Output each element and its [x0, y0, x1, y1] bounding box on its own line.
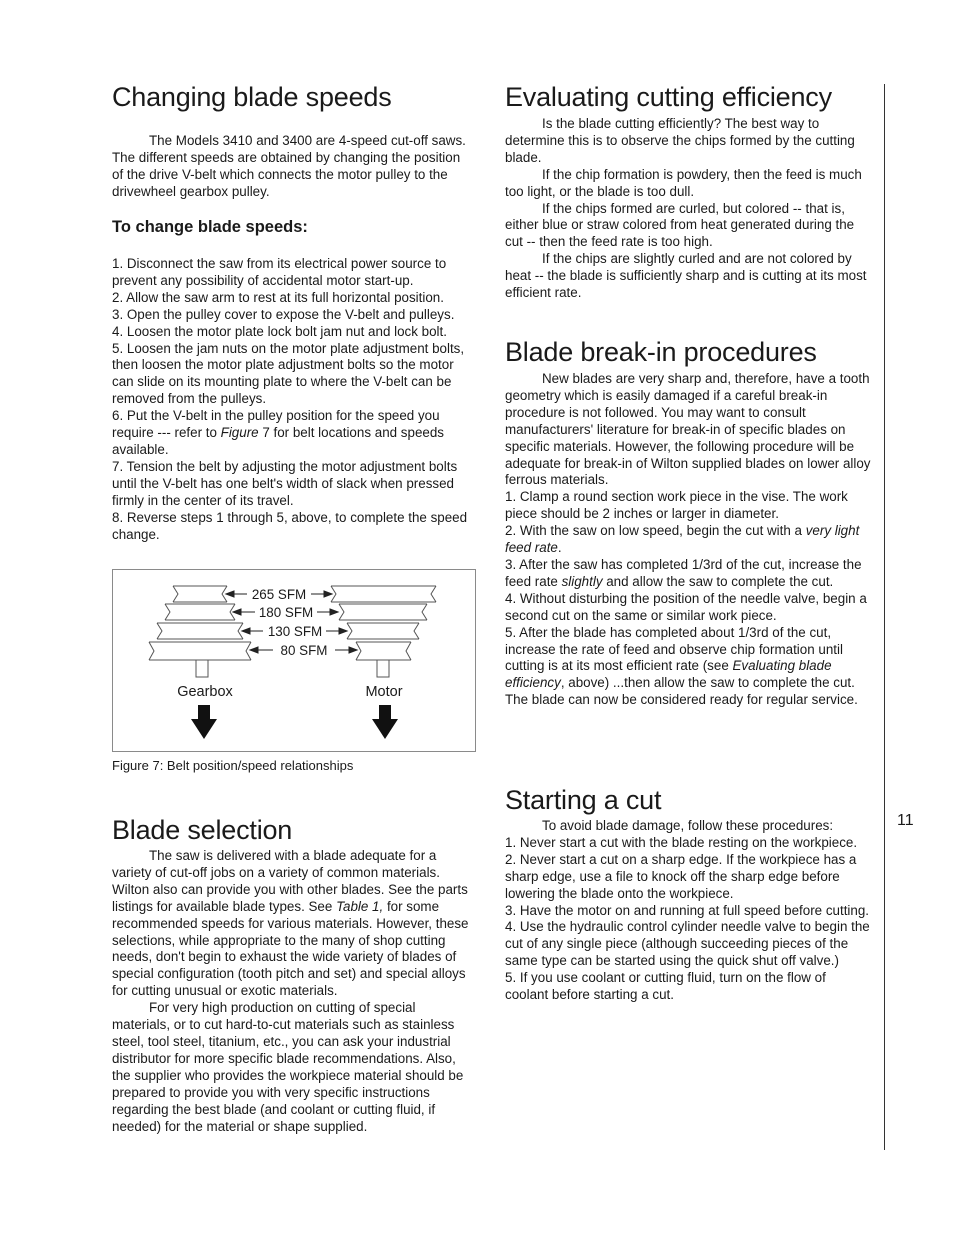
breakin-step: 1. Clamp a round section work piece in the vise. The work piece should be 2 inches or larger in diameter.	[505, 489, 848, 522]
speed-label: 130 SFM	[267, 624, 323, 639]
step6-rest: 7 for belt locations and speeds available.	[112, 425, 444, 457]
gearbox-pulley-step	[165, 604, 235, 620]
gearbox-shaft	[196, 660, 208, 677]
speed-label: 180 SFM	[258, 605, 314, 620]
breakin-step5-text: 5. After the blade has completed about 1/3rd of the cut, increase the rate of feed and observe chip formation until cutting is at its most efficient rate (see	[505, 624, 843, 674]
breakin-step5-end: , above) ...then allow the saw to complete the cut. The blade can now be considered ready for regular service.	[505, 675, 858, 708]
efficiency-paragraph: If the chips are slightly curled and are not colored by heat -- the blade is sufficiently sharp and is cutting at its most efficient rate.	[505, 251, 867, 301]
motor-pulley-step	[347, 623, 419, 639]
starting-step: 1. Never start a cut with the blade resting on the workpiece.	[505, 834, 858, 850]
arrow-left-icon	[242, 628, 250, 634]
section-title-changing-blade-speeds: Changing blade speeds	[112, 82, 392, 112]
step6-text: 6. Put the V-belt in the pulley position for the speed you require --- refer to	[112, 408, 440, 441]
selection-paragraph	[112, 848, 474, 1000]
table-reference: Table 1,	[336, 898, 384, 914]
arrow-right-icon	[349, 647, 357, 653]
gearbox-label: Gearbox	[177, 684, 233, 700]
subheading-to-change-blade-speeds: To change blade speeds:	[112, 218, 308, 236]
arrow-left-icon	[250, 647, 258, 653]
gearbox-pulley-step	[173, 586, 227, 602]
breakin-step3-emphasis: slightly	[561, 573, 603, 589]
breakin-step3-text: 3. After the saw has completed 1/3rd of the cut, increase the feed rate	[505, 556, 862, 589]
efficiency-paragraph: Is the blade cutting efficiently? The best way to determine this is to observe the chips formed by the cutting blade.	[505, 116, 855, 165]
starting-step: 2. Never start a cut on a sharp edge. If the workpiece has a sharp edge, use a file to knock off the sharp edge before lowering the blade onto the workpiece.	[505, 851, 857, 901]
changing-step: 8. Reverse steps 1 through 5, above, to complete the speed change.	[112, 509, 468, 542]
arrow-left-icon	[226, 591, 234, 597]
gearbox-pulley-step	[157, 623, 243, 639]
figure-caption: Figure 7: Belt position/speed relationships	[112, 758, 354, 773]
arrow-right-icon	[339, 628, 347, 634]
breakin-step3-end: and allow the saw to complete the cut.	[602, 573, 834, 589]
speed-label: 265 SFM	[251, 587, 307, 602]
breakin-step2-text: 2. With the saw on low speed, begin the cut with a	[505, 523, 806, 539]
starting-step: 4. Use the hydraulic control cylinder needle valve to begin the cut of any single piece (although succeeding pieces of the same type can be started using the quick shut off valve.)	[505, 919, 870, 969]
arrow-right-icon	[330, 609, 338, 615]
motor-pulley-step	[339, 604, 427, 620]
figure-reference: Figure	[220, 425, 259, 441]
speed-label: 80 SFM	[280, 643, 328, 658]
section-title-blade-selection: Blade selection	[112, 815, 293, 845]
breakin-step	[505, 625, 872, 710]
changing-step: 4. Loosen the motor plate lock bolt jam nut and lock bolt.	[112, 323, 447, 339]
selection-p1-text: The saw is delivered with a blade adequate for a variety of cut-off jobs on a variety of common materials. Wilton also can provide you with other blades. See the parts listings for available blade types. See	[112, 848, 468, 914]
changing-step	[112, 408, 474, 459]
breakin-step2-end: .	[557, 540, 562, 556]
efficiency-paragraph: If the chip formation is powdery, then the feed is much too light, or the blade is too dull.	[505, 166, 862, 199]
margin-rule	[884, 84, 885, 1150]
changing-step: 3. Open the pulley cover to expose the V-belt and pulleys.	[112, 306, 455, 322]
selection-p1-rest: for some recommended speeds for various materials. However, these selections, while appropriate to the many of shop cutting needs, don't begin to exhaust the wide variety of blades of special configuration (tooth pitch and set) and special alloys for cutting unusual or exotic materials.	[112, 898, 469, 999]
arrow-left-icon	[233, 609, 241, 615]
starting-step: 3. Have the motor on and running at full speed before cutting.	[505, 902, 870, 918]
section-title-evaluating-cutting-efficiency: Evaluating cutting efficiency	[505, 82, 832, 112]
efficiency-body	[505, 116, 872, 302]
motor-shaft	[377, 660, 389, 677]
breakin-step: 4. Without disturbing the position of the needle valve, begin a second cut on the same or similar work piece.	[505, 590, 867, 623]
section-title-blade-break-in: Blade break-in procedures	[505, 337, 817, 367]
motor-pulley-step	[331, 586, 436, 602]
breakin-step	[505, 557, 872, 591]
changing-step: 1. Disconnect the saw from its electrical power source to prevent any possibility of accidental motor start-up.	[112, 256, 447, 288]
breakin-step	[505, 523, 872, 557]
breakin-body	[505, 371, 872, 709]
gearbox-pulley-step	[149, 642, 251, 660]
changing-step: 5. Loosen the jam nuts on the motor plate adjustment bolts, then loosen the motor plate adjustment bolts so the motor can slide on its mounting plate to where the V-belt can be removed from the pulleys.	[112, 340, 465, 407]
page-number: 11	[897, 812, 914, 829]
selection-body	[112, 848, 474, 1135]
motor-label: Motor	[365, 684, 403, 700]
starting-body	[505, 818, 872, 1004]
down-arrow-icon	[372, 705, 398, 739]
belt-pulley-diagram	[113, 570, 475, 751]
changing-step: 2. Allow the saw arm to rest at its full horizontal position.	[112, 289, 444, 305]
belt-figure-box	[112, 569, 476, 752]
down-arrow-icon	[191, 705, 217, 739]
efficiency-paragraph: If the chips formed are curled, but colored -- that is, either blue or straw colored from heat generated during the cut -- then the feed rate is too high.	[505, 200, 855, 250]
changing-intro: The Models 3410 and 3400 are 4-speed cut-off saws. The different speeds are obtained by changing the position of the drive V-belt which connects the motor pulley to the drivewheel gearbox pulley.	[112, 133, 466, 199]
changing-step: 7. Tension the belt by adjusting the motor adjustment bolts until the V-belt has one belt's width of slack when pressed firmly in the center of its travel.	[112, 458, 458, 508]
arrow-right-icon	[324, 591, 332, 597]
breakin-step2-emphasis: very light feed rate	[505, 523, 860, 556]
starting-intro: To avoid blade damage, follow these procedures:	[542, 818, 834, 833]
starting-step: 5. If you use coolant or cutting fluid, turn on the flow of coolant before starting a cut.	[505, 970, 826, 1003]
changing-steps-list	[112, 256, 474, 543]
breakin-step5-emphasis: Evaluating blade efficiency	[505, 658, 832, 691]
breakin-intro: New blades are very sharp and, therefore, have a tooth geometry which is easily damaged if a careful break-in procedure is not followed. You may want to consult manufacturers' literature for break-in of specific blades on specific materials. However, the following procedure will be adequate for break-in of Wilton supplied blades on lower alloy ferrous materials.	[505, 371, 871, 488]
selection-paragraph: For very high production on cutting of special materials, or to cut hard-to-cut materials such as stainless steel, tool steel, titanium, etc., you can ask your industrial distributor for more specific blade recommendations. Also, the supplier who provides the workpiece material should be prepared to provide you with very specific instructions regarding the best blade (and coolant or cutting fluid, if needed) for the material or shape supplied.	[112, 1000, 464, 1134]
motor-pulley-step	[356, 642, 411, 660]
section-title-starting-a-cut: Starting a cut	[505, 785, 662, 815]
